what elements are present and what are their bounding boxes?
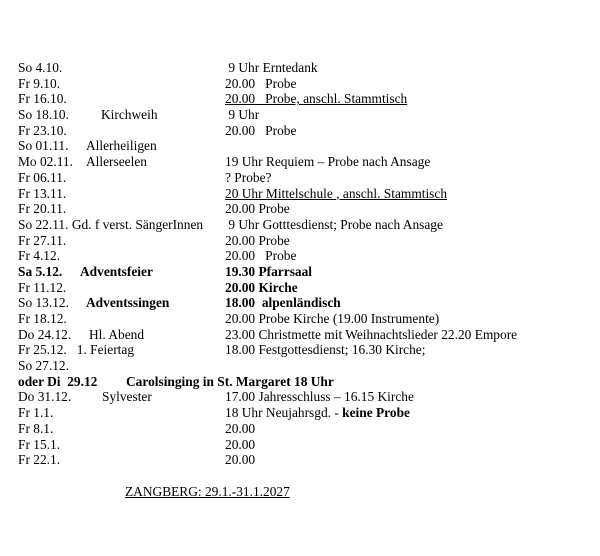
row-date: Fr 11.12. — [18, 279, 67, 295]
row-date: Mo 02.11. — [18, 154, 73, 170]
row-date: Do 31.12. — [18, 389, 72, 405]
row-date: So 18.10. — [18, 107, 69, 123]
row-detail: 20.00 Probe — [225, 248, 297, 264]
row-detail: 19.30 Pfarrsaal — [225, 263, 313, 279]
row-detail: 17.00 Jahresschluss – 16.15 Kirche — [225, 389, 414, 405]
schedule-row — [18, 76, 588, 92]
row-detail: 20.00 Probe — [225, 75, 297, 91]
row-detail: ? Probe? — [225, 169, 272, 185]
row-detail: 18.00 alpenländisch — [225, 295, 341, 311]
row-event: Sylvester — [102, 389, 152, 405]
row-detail: 20.00 Kirche — [225, 279, 298, 295]
row-date: Fr 22.1. — [18, 452, 61, 468]
row-detail: 20.00 Probe Kirche (19.00 Instrumente) — [225, 311, 440, 326]
row-date: Fr 27.11. — [18, 232, 67, 248]
row-event: Adventsfeier — [80, 263, 153, 279]
row-event: Allerheiligen — [86, 138, 157, 154]
schedule-row — [18, 186, 588, 202]
row-detail: 20.00 — [225, 436, 256, 452]
schedule-row — [18, 154, 588, 170]
row-date: So 01.11. — [18, 138, 69, 154]
row-date: So 13.12. — [18, 295, 69, 311]
row-date: Fr 20.11. — [18, 201, 67, 217]
schedule-row — [18, 311, 588, 327]
row-event: Carolsinging in St. Margaret 18 Uhr — [126, 373, 334, 389]
row-date: oder Di 29.12 — [18, 373, 98, 389]
row-date: Fr 1.1. — [18, 405, 54, 421]
schedule-list — [18, 60, 588, 468]
row-detail: 9 Uhr Erntedank — [225, 60, 318, 75]
row-date: Fr 16.10. — [18, 91, 67, 107]
schedule-row — [18, 405, 588, 421]
schedule-row — [18, 107, 588, 123]
row-detail-text: 18 Uhr Neujahrsgd. - — [225, 405, 343, 421]
row-detail: 20.00 Probe — [225, 201, 290, 217]
schedule-row — [18, 201, 588, 217]
schedule-row — [18, 123, 588, 139]
row-event: Hl. Abend — [89, 326, 145, 342]
row-detail: 9 Uhr — [225, 107, 260, 123]
row-event: Allerseelen — [86, 154, 147, 170]
schedule-row — [18, 91, 588, 107]
row-date: Fr 9.10. — [18, 75, 61, 91]
row-detail: 20.00 — [225, 420, 256, 436]
row-date: Fr 13.11. — [18, 185, 67, 201]
row-detail-emphasis: keine Probe — [342, 405, 410, 421]
schedule-row — [18, 138, 588, 154]
row-date: So 22.11. Gd. f verst. SängerInnen — [18, 216, 204, 232]
row-date: Do 24.12. — [18, 326, 72, 342]
row-date: Fr 25.12. 1. Feiertag — [18, 342, 135, 358]
row-detail: 19 Uhr Requiem – Probe nach Ansage — [225, 154, 431, 170]
schedule-row — [18, 374, 588, 390]
row-detail: 20 Uhr Mittelschule , anschl. Stammtisch — [225, 185, 448, 201]
schedule-row — [18, 358, 588, 374]
schedule-row — [18, 295, 588, 311]
row-date: Fr 15.1. — [18, 436, 61, 452]
schedule-row — [18, 248, 588, 264]
row-event: Kirchweih — [101, 107, 158, 123]
row-detail: 20.00 Probe — [225, 122, 297, 138]
row-event: Adventssingen — [86, 295, 170, 311]
schedule-row — [18, 233, 588, 249]
row-detail: 20.00 Probe, anschl. Stammtisch — [225, 91, 408, 107]
schedule-row — [18, 452, 588, 468]
row-detail: 23.00 Christmette mit Weihnachtslieder 22.20 Empore — [225, 326, 518, 342]
row-detail: 9 Uhr Gotttesdienst; Probe nach Ansage — [225, 216, 443, 232]
row-detail: 20.00 — [225, 452, 256, 468]
schedule-row — [18, 389, 588, 405]
row-date: Sa 5.12. — [18, 263, 63, 279]
row-date: Fr 18.12. — [18, 311, 67, 326]
schedule-row — [18, 264, 588, 280]
schedule-row — [18, 217, 588, 233]
schedule-row — [18, 342, 588, 358]
row-detail: 20.00 Probe — [225, 232, 290, 248]
footer-note: ZANGBERG: 29.1.-31.1.2027 — [125, 484, 290, 499]
row-detail: 18.00 Festgottesdienst; 16.30 Kirche; — [225, 342, 426, 358]
schedule-row — [18, 327, 588, 343]
schedule-row — [18, 60, 588, 76]
schedule-row — [18, 170, 588, 186]
row-detail — [225, 405, 410, 421]
row-date: So 4.10. — [18, 60, 63, 75]
schedule-row — [18, 437, 588, 453]
row-date: Fr 23.10. — [18, 122, 67, 138]
row-date: Fr 4.12. — [18, 248, 61, 264]
row-date: Fr 06.11. — [18, 169, 67, 185]
schedule-row — [18, 421, 588, 437]
row-date: So 27.12. — [18, 358, 69, 374]
row-date: Fr 8.1. — [18, 420, 54, 436]
schedule-row — [18, 280, 588, 296]
